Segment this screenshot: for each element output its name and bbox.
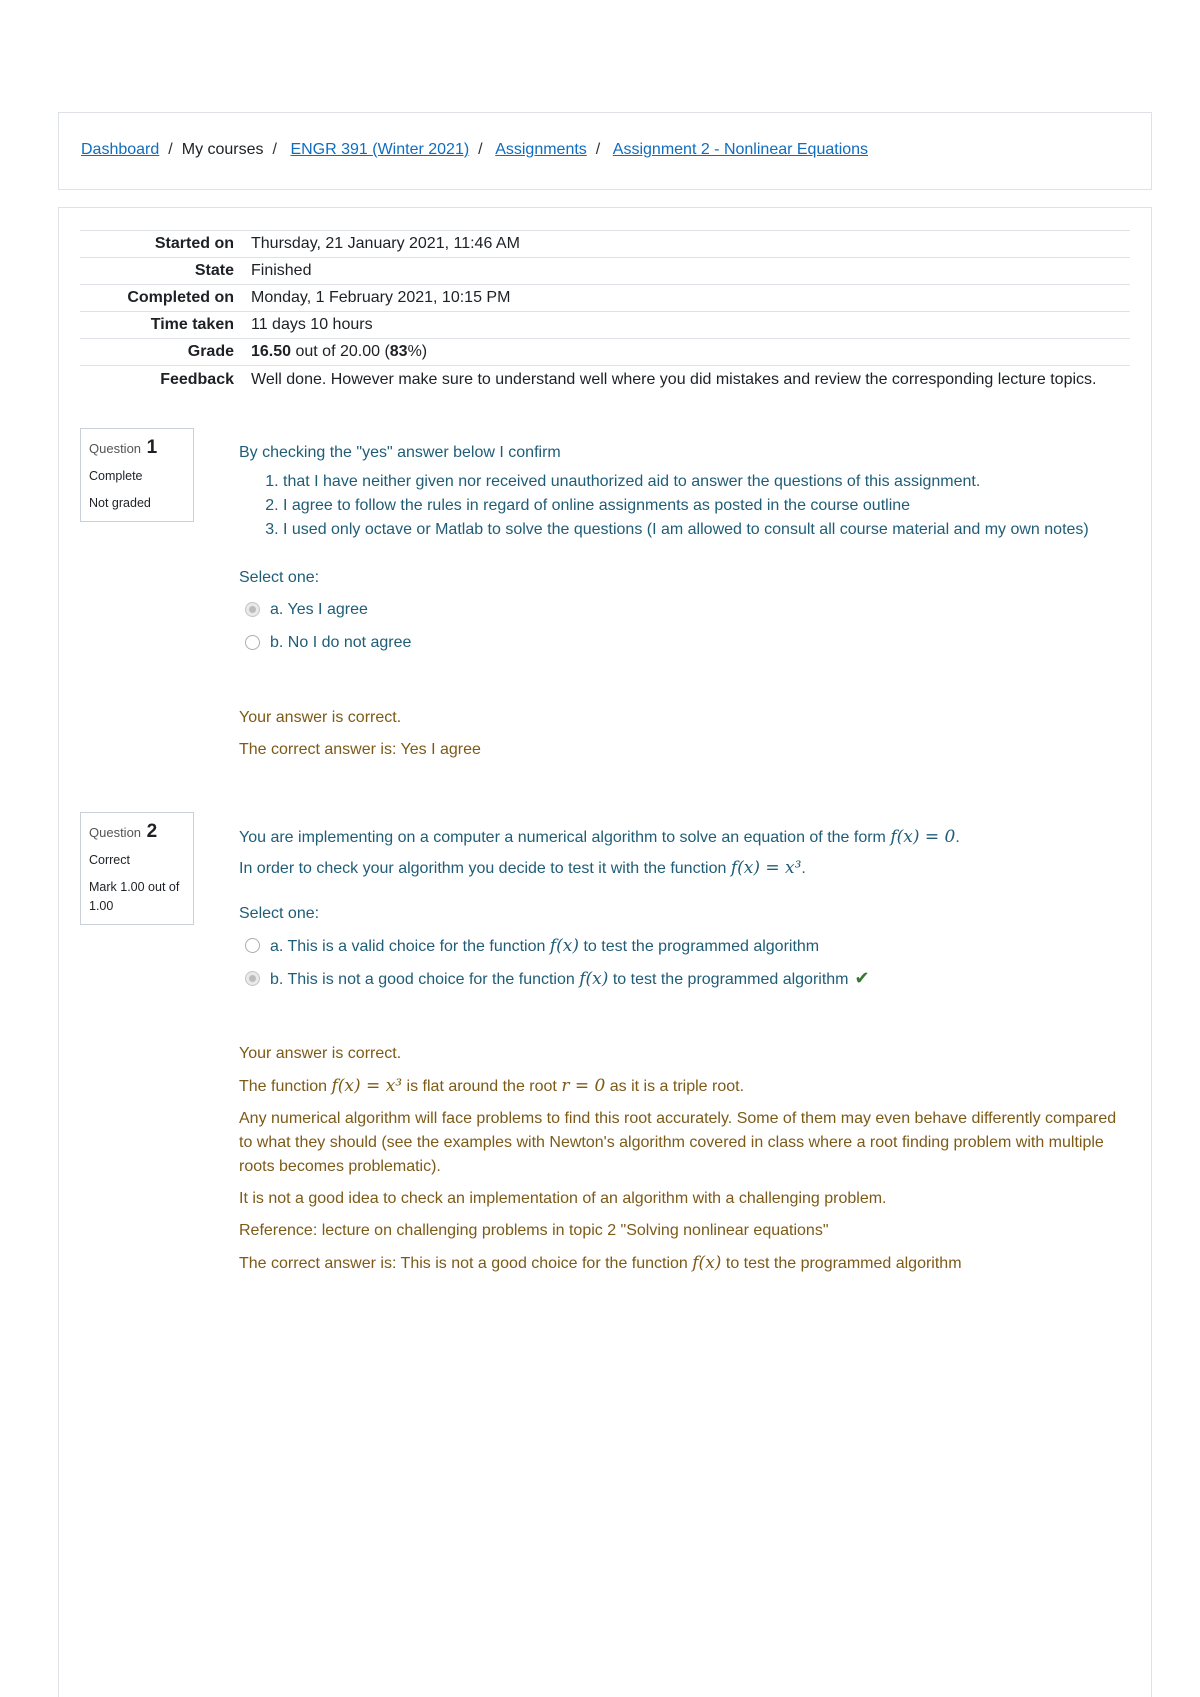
question-2-select-one: Select one: [239,905,320,922]
breadcrumb-dashboard-link[interactable]: Dashboard [81,141,160,158]
question-label: Question [89,825,142,840]
radio-unselected-icon[interactable] [245,635,260,650]
question-1-select-one: Select one: [239,569,320,586]
question-1-list [283,470,1129,542]
breadcrumb-my-courses: My courses [181,141,264,158]
text: as it is a triple root. [605,1078,745,1095]
grade-percent: 83 [389,343,408,360]
question-1-feedback: Your answer is correct. [239,709,402,726]
grade-score: 16.50 [251,343,292,360]
breadcrumb-assignments-link[interactable]: Assignments [495,141,587,158]
list-item: 2. I agree to follow the rules in regard of online assignments as posted in the course outline [283,494,1129,518]
radio-selected-icon[interactable] [245,602,260,617]
question-2-feedback-2: Any numerical algorithm will face problems to find this root accurately. Some of them may even behave differently compared to what they should (see the examples with Newton's algorithm covered in class where a root finding problem with multiple roots becomes problematic). [239,1110,1117,1175]
breadcrumb-assignment-link[interactable]: Assignment 2 - Nonlinear Equations [612,141,869,158]
breadcrumb-separator: / [272,141,277,158]
started-label: Started on [154,235,234,252]
text: The correct answer is: This is not a good choice for the function [239,1255,693,1272]
breadcrumb-container [58,112,1152,190]
text: In order to check your algorithm you decide to test it with the function [239,860,731,877]
question-2-formulation [239,822,1129,995]
question-2-line-2 [239,853,1129,884]
question-2-status: Correct [89,853,130,867]
question-2-line-1 [239,822,1129,853]
question-2-feedback-3: It is not a good idea to check an implementation of an algorithm with a challenging problem. [239,1190,887,1207]
list-item: 3. I used only octave or Matlab to solve the questions (I am allowed to consult all course material and my own notes) [283,518,1129,542]
question-1-formulation [239,437,1129,659]
question-1-outcome [239,706,1119,770]
summary-row-grade [80,339,1130,366]
time-taken-label: Time taken [150,316,234,333]
math-expression: r = 0 [561,1076,606,1096]
text: to test the programmed algorithm [579,937,820,955]
question-1-correct-answer: The correct answer is: Yes I agree [239,741,481,758]
question-2-info [80,812,194,925]
feedback-label: Feedback [160,370,234,388]
text: to test the programmed algorithm [608,970,849,988]
math-expression: f(x) [579,968,609,989]
math-expression: f(x) [692,1253,722,1273]
question-2-mark: Mark 1.00 out of 1.00 [89,880,180,913]
question-2-feedback: Your answer is correct. [239,1045,402,1062]
radio-unselected-icon[interactable] [245,938,260,953]
started-value: Thursday, 21 January 2021, 11:46 AM [251,235,520,252]
question-2-option-a[interactable] [239,929,1129,962]
question-1-option-a[interactable] [239,593,1129,626]
question-1-status: Complete [89,469,143,483]
question-number: 2 [146,821,158,842]
question-number: 1 [146,437,158,458]
question-label: Question [89,441,142,456]
text: . [801,860,806,877]
grade-label: Grade [187,343,234,360]
question-2-number [89,821,185,843]
feedback-value: Well done. However make sure to understand well where you did mistakes and review the corresponding lecture topics. [251,370,1097,388]
state-label: State [194,262,234,279]
question-2-option-b[interactable] [239,962,1129,995]
question-2-correct-answer [239,1251,1119,1276]
completed-label: Completed on [127,289,234,306]
question-1-info [80,428,194,522]
option-b-label: b. No I do not agree [270,633,412,651]
text: The function [239,1078,332,1095]
grade-value [234,343,427,361]
question-2-feedback-1 [239,1074,1119,1099]
summary-row-started [80,231,1130,258]
option-b-label [270,969,849,989]
grade-close: %) [407,343,428,360]
text: to test the programmed algorithm [721,1255,962,1272]
option-a-label [270,936,819,956]
question-2-feedback-4: Reference: lecture on challenging problems in topic 2 "Solving nonlinear equations" [239,1222,829,1239]
breadcrumb-separator: / [595,141,601,158]
text: b. This is not a good choice for the function [270,970,580,988]
grade-out-of: out of 20.00 ( [291,343,390,360]
math-expression: f(x) = x³ [730,858,802,878]
summary-row-completed [80,285,1130,312]
math-expression: f(x) = x³ [331,1076,403,1096]
attempt-summary-table [80,230,1130,393]
option-a-label: a. Yes I agree [270,600,368,618]
math-expression: f(x) [549,935,580,956]
breadcrumb-separator: / [478,141,483,158]
question-1-mark: Not graded [89,496,151,510]
breadcrumb-course-link[interactable]: ENGR 391 (Winter 2021) [290,141,470,158]
summary-row-feedback [80,366,1130,393]
text: is flat around the root [402,1078,562,1095]
text: a. This is a valid choice for the function [270,937,550,955]
radio-selected-icon[interactable] [245,971,260,986]
completed-value: Monday, 1 February 2021, 10:15 PM [251,289,511,306]
breadcrumb-separator: / [168,141,173,158]
question-1-option-b[interactable] [239,626,1129,659]
question-1-intro: By checking the "yes" answer below I confirm [239,444,561,461]
question-2-outcome [239,1042,1119,1284]
breadcrumb [81,141,868,159]
math-expression: f(x) = 0 [890,827,956,847]
time-taken-value: 11 days 10 hours [251,316,373,333]
question-1-number [89,437,185,459]
text: . [955,829,960,846]
summary-row-state [80,258,1130,285]
list-item: 1. that I have neither given nor received unauthorized aid to answer the questions of this assignment. [283,470,1129,494]
checkmark-icon: ✔ [854,968,870,988]
state-value: Finished [251,262,312,279]
summary-row-time [80,312,1130,339]
text: You are implementing on a computer a numerical algorithm to solve an equation of the form [239,829,891,846]
